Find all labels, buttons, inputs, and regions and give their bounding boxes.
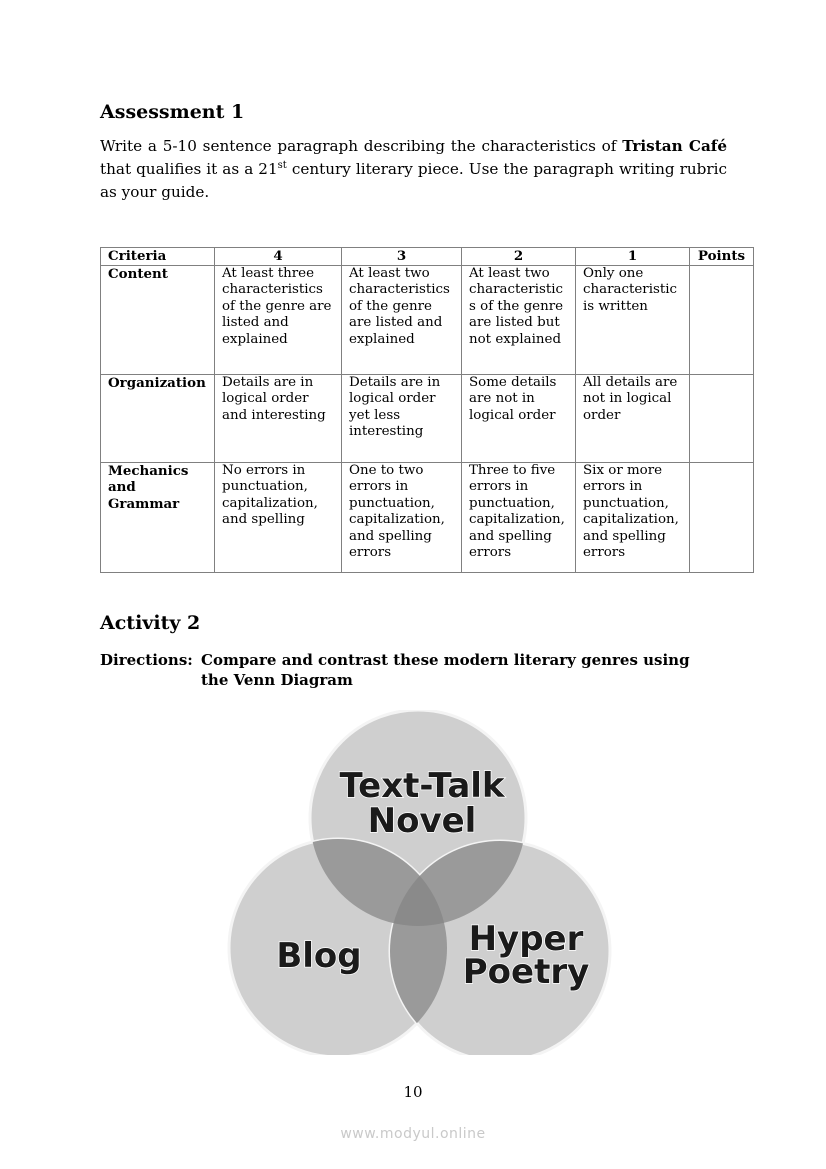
assessment-heading: Assessment 1 bbox=[100, 101, 245, 123]
venn-label-left: Blog bbox=[276, 936, 362, 976]
header-score-1: 1 bbox=[576, 248, 690, 266]
header-score-4: 4 bbox=[215, 248, 342, 266]
header-score-3: 3 bbox=[342, 248, 462, 266]
rubric-cell: Details are in logical order and interesting bbox=[215, 375, 342, 463]
table-row bbox=[101, 463, 754, 573]
rubric-cell: Six or more errors in punctuation, capitalization, and spelling errors bbox=[576, 463, 690, 573]
venn-label-right-2: Poetry bbox=[462, 952, 590, 992]
venn-label-right-1: Hyper bbox=[468, 919, 584, 959]
literary-title: Tristan Café bbox=[622, 137, 728, 155]
points-cell bbox=[690, 375, 754, 463]
rubric-header-row bbox=[101, 248, 754, 266]
rubric-cell: Some details are not in logical order bbox=[462, 375, 576, 463]
rubric-cell: At least two characteristic s of the genre are listed but not explained bbox=[462, 266, 576, 375]
criteria-cell: Organization bbox=[101, 375, 215, 463]
page-number: 10 bbox=[403, 1083, 423, 1101]
directions-line-2: the Venn Diagram bbox=[201, 671, 353, 689]
activity-directions bbox=[100, 650, 740, 690]
rubric-cell: All details are not in logical order bbox=[576, 375, 690, 463]
points-cell bbox=[690, 463, 754, 573]
rubric-cell: Details are in logical order yet less interesting bbox=[342, 375, 462, 463]
rubric-cell: At least two characteristics of the genre are listed and explained bbox=[342, 266, 462, 375]
rubric-cell: No errors in punctuation, capitalization, and spelling bbox=[215, 463, 342, 573]
table-row bbox=[101, 375, 754, 463]
directions-line-1: Compare and contrast these modern literary genres using bbox=[201, 651, 690, 669]
rubric-table bbox=[100, 247, 754, 573]
directions-label: Directions: bbox=[100, 651, 193, 669]
venn-label-top-1: Text-Talk bbox=[339, 766, 505, 806]
header-score-2: 2 bbox=[462, 248, 576, 266]
venn-diagram bbox=[226, 710, 616, 1055]
header-points: Points bbox=[690, 248, 754, 266]
rubric-cell: Only one characteristic is written bbox=[576, 266, 690, 375]
points-cell bbox=[690, 266, 754, 375]
watermark: www.modyul.online bbox=[340, 1126, 486, 1142]
rubric-cell: Three to five errors in punctuation, capitalization, and spelling errors bbox=[462, 463, 576, 573]
activity-heading: Activity 2 bbox=[100, 612, 201, 634]
header-criteria: Criteria bbox=[101, 248, 215, 266]
table-row bbox=[101, 266, 754, 375]
rubric-cell: One to two errors in punctuation, capitalization, and spelling errors bbox=[342, 463, 462, 573]
assessment-instructions: Write a 5-10 sentence paragraph describing the characteristics of Tristan Café that qualifies it as a 21st century literary piece. Use the paragraph writing rubric as your guide. bbox=[100, 137, 728, 201]
venn-label-top-2: Novel bbox=[367, 801, 477, 841]
rubric-cell: At least three characteristics of the genre are listed and explained bbox=[215, 266, 342, 375]
criteria-cell: Content bbox=[101, 266, 215, 375]
criteria-cell: Mechanics and Grammar bbox=[101, 463, 215, 573]
